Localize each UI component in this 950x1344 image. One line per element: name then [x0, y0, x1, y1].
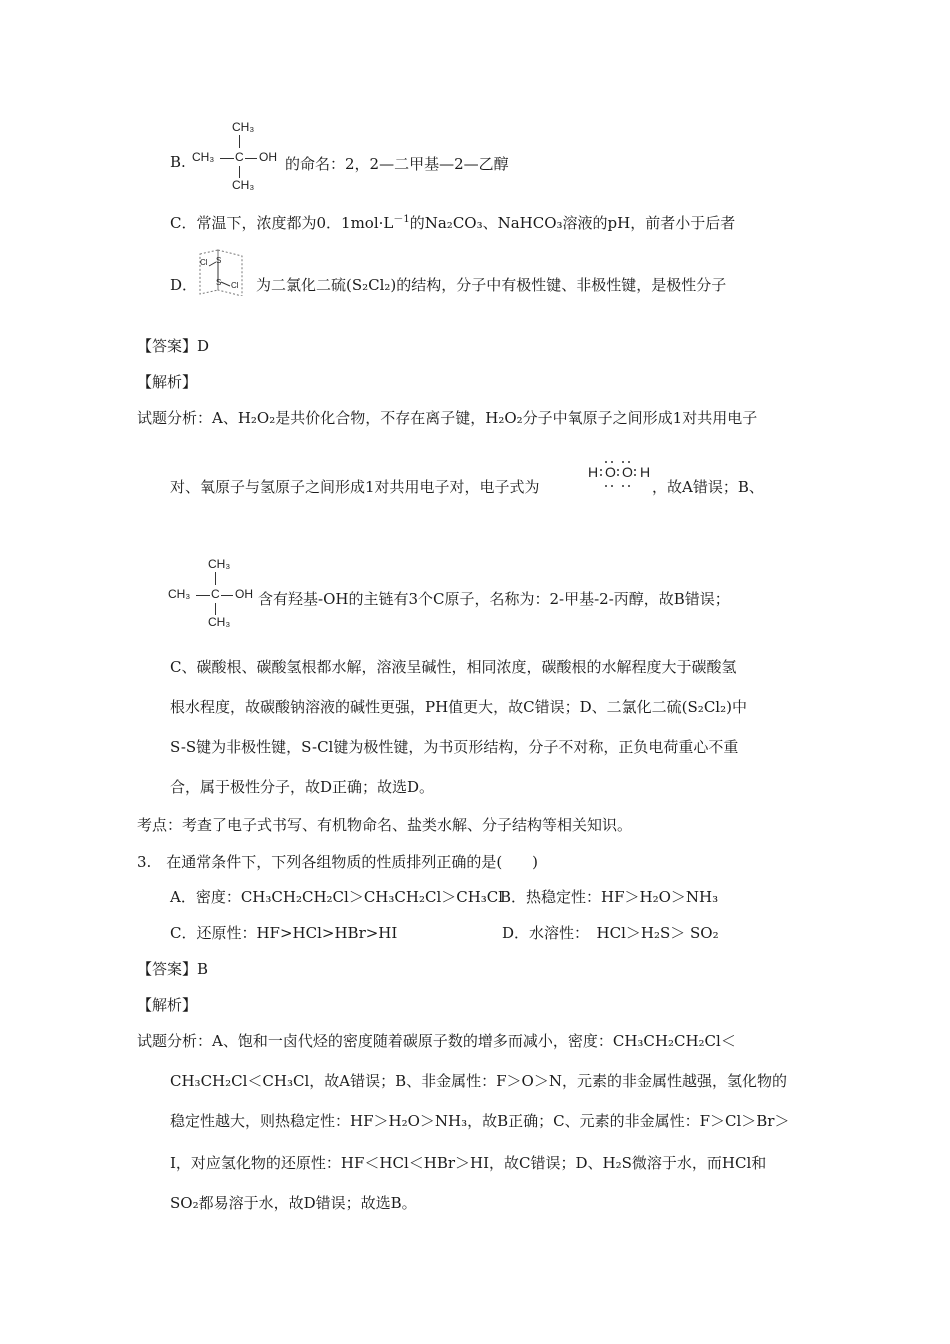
h2o2-electron-formula — [588, 460, 650, 490]
h-atom-2: H — [640, 464, 651, 480]
option-c-text: C．常温下，浓度都为0．1mol·L — [170, 214, 394, 232]
tert-butanol-structure-2 — [168, 557, 260, 632]
hydroxyl: OH — [259, 150, 277, 164]
methyl-left-2: CH₃ — [168, 587, 191, 601]
q2-analysis-p7: 合，属于极性分子，故D正确；故选D。 — [170, 778, 435, 796]
tert-butanol-structure-1 — [192, 120, 284, 195]
q3-option-b: B．热稳定性：HF＞H₂O＞NH₃ — [500, 888, 719, 906]
cl-atom-1: Cl — [200, 258, 208, 267]
option-d-text: 为二氯化二硫(S₂Cl₂)的结构，分子中有极性键、非极性键，是极性分子 — [256, 276, 727, 294]
q3-analysis-p5: SO₂都易溶于水，故D错误；故选B。 — [170, 1194, 417, 1212]
q3-option-d: D．水溶性： HCl＞H₂S＞ SO₂ — [502, 924, 719, 942]
q2-analysis-p4: C、碳酸根、碳酸氢根都水解，溶液呈碱性，相同浓度，碳酸根的水解程度大于碳酸氢 — [170, 658, 737, 676]
methyl-top-2: CH₃ — [208, 557, 231, 571]
option-b-label: B. — [170, 153, 186, 171]
q2-analysis-p2a: 对、氧原子与氢原子之间形成1对共用电子对，电子式为 — [170, 478, 540, 496]
cl-atom-2: Cl — [231, 281, 239, 290]
q2-analysis-p6: S-S键为非极性键，S-Cl键为极性键，为书页形结构，分子不对称，正负电荷重心不重 — [170, 738, 739, 756]
q2-analysis-p5: 根水程度，故碳酸钠溶液的碱性更强，PH值更大，故C错误；D、二氯化二硫(S₂Cl₂)中 — [170, 698, 747, 716]
q3-analysis-p2: CH₃CH₂Cl＜CH₃Cl，故A错误；B、非金属性：F＞O＞N，元素的非金属性越强，氢化物的 — [170, 1072, 787, 1090]
h-atom-1: H — [588, 464, 599, 480]
s-atom-1: S — [216, 256, 222, 265]
q2-answer: 【答案】D — [137, 337, 210, 355]
q3-option-a: A．密度：CH₃CH₂CH₂Cl＞CH₃CH₂Cl＞CH₃Cl — [170, 888, 504, 906]
methyl-bottom: CH₃ — [232, 178, 255, 192]
o-atom-2: O — [622, 464, 633, 480]
option-d-label: D． — [170, 276, 198, 294]
option-c-sup: －1 — [393, 214, 410, 225]
methyl-top: CH₃ — [232, 120, 255, 134]
carbon-center: C — [235, 150, 244, 164]
methyl-left: CH₃ — [192, 150, 215, 164]
q3-analysis-p4: I，对应氢化物的还原性：HF＜HCl＜HBr＞HI，故C错误；D、H₂S微溶于水，而HCl和 — [170, 1154, 767, 1172]
option-c-text2: 的Na₂CO₃、NaHCO₃溶液的pH，前者小于后者 — [409, 214, 736, 232]
option-c — [170, 212, 735, 233]
q2-analysis-p1: 试题分析：A、H₂O₂是共价化合物，不存在离子键，H₂O₂分子中氧原子之间形成1对共用电子 — [137, 409, 758, 427]
q2-analysis-p3: 含有羟基-OH的主链有3个C原子，名称为：2-甲基-2-丙醇，故B错误； — [258, 590, 730, 608]
s2cl2-structure — [198, 248, 250, 296]
q3-answer: 【答案】B — [137, 960, 209, 978]
option-b-text: 的命名：2，2—二甲基—2—乙醇 — [285, 155, 509, 173]
carbon-center-2: C — [211, 587, 220, 601]
q3-analysis-p3: 稳定性越大，则热稳定性：HF＞H₂O＞NH₃，故B正确；C、元素的非金属性：F＞Cl＞Br＞ — [170, 1112, 790, 1130]
q2-analysis-p2b: ，故A错误；B、 — [652, 478, 764, 496]
hydroxyl-2: OH — [235, 587, 253, 601]
q2-kaodian: 考点：考查了电子式书写、有机物命名、盐类水解、分子结构等相关知识。 — [137, 816, 633, 834]
s-atom-2: S — [216, 278, 222, 287]
electron-dots-icon — [588, 460, 650, 490]
q3-analysis-head: 【解析】 — [137, 996, 198, 1014]
q2-analysis-head: 【解析】 — [137, 373, 198, 391]
o-atom-1: O — [605, 464, 616, 480]
q3-stem: 3. 在通常条件下，下列各组物质的性质排列正确的是( ) — [137, 853, 539, 871]
methyl-bottom-2: CH₃ — [208, 615, 231, 629]
q3-option-c: C．还原性：HF>HCl>HBr>HI — [170, 924, 398, 942]
q3-analysis-p1: 试题分析：A、饱和一卤代烃的密度随着碳原子数的增多而减小，密度：CH₃CH₂CH₂Cl＜ — [137, 1032, 736, 1050]
s2cl2-book-icon — [198, 248, 250, 296]
